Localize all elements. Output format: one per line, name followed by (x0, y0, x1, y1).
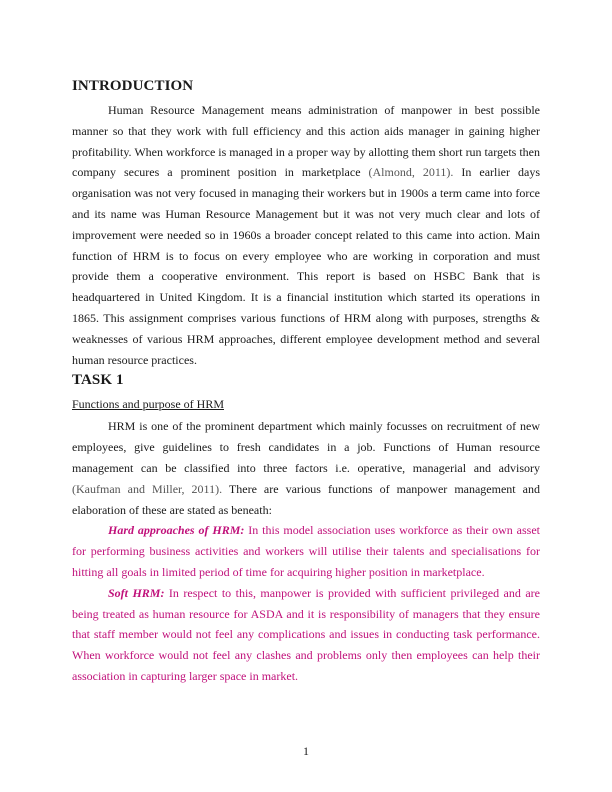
introduction-text-1: Human Resource Management means administration of manpower in best possible manner so that they work with full efficiency and this action aids manager in gaining higher profitability. When workforce is managed in a proper way by allotting them short run targets then company secures a prominent position in marketplace (72, 103, 540, 180)
introduction-text-2: In earlier days organisation was not very focused in managing their workers but in 1900s a term came into force and its name was Human Resource Management but it was not very much clear and lots of improvement were needed so in 1960s a broader concept related to this came into action. Main function of HRM is to focus on every employee who are working in corporation and must provide them a cooperative environment. This report is based on HSBC Bank that is headquartered in United Kingdom. It is a financial institution which started its operations in 1865. This assignment comprises various functions of HRM along with purposes, strengths & weaknesses of various HRM approaches, different employee development method and several human resource practices. (72, 165, 540, 367)
introduction-paragraph (72, 100, 540, 370)
task1-subheading: Functions and purpose of HRM (72, 397, 224, 412)
hard-hrm-term: Hard approaches of HRM: (108, 523, 245, 538)
introduction-heading: INTRODUCTION (72, 78, 194, 94)
introduction-citation: (Almond, 2011). (368, 165, 454, 180)
task1-text-2: There are various functions of manpower management and elaboration of these are stated as beneath: (72, 481, 540, 517)
hard-hrm-text: In this model association uses workforce as their own asset for performing business activities and workers will utilise their talents and specialisations for hitting all goals in limited period of time for acquiring higher position in marketplace. (72, 523, 540, 579)
task1-citation: (Kaufman and Miller, 2011). (72, 481, 223, 496)
page-number: 1 (303, 744, 309, 758)
document-page (72, 76, 540, 687)
soft-hrm-term: Soft HRM: (108, 585, 165, 600)
task1-text-1: HRM is one of the prominent department which mainly focusses on recruitment of new employees, give guidelines to fresh candidates in a job. Functions of Human resource management can be classified into three factors i.e. operative, managerial and advisory (72, 419, 540, 475)
task1-heading: TASK 1 (72, 372, 124, 389)
soft-hrm-text: In respect to this, manpower is provided with sufficient privileged and are being treated as human resource for ASDA and it is responsibility of managers that they ensure that staff member would not feel any complications and issues in conducting task performance. When workforce would not feel any clashes and problems only then employees can help their association in capturing larger space in market. (72, 585, 540, 683)
soft-hrm-paragraph (72, 583, 540, 687)
hard-hrm-paragraph (72, 520, 540, 582)
task1-paragraph (72, 416, 540, 520)
